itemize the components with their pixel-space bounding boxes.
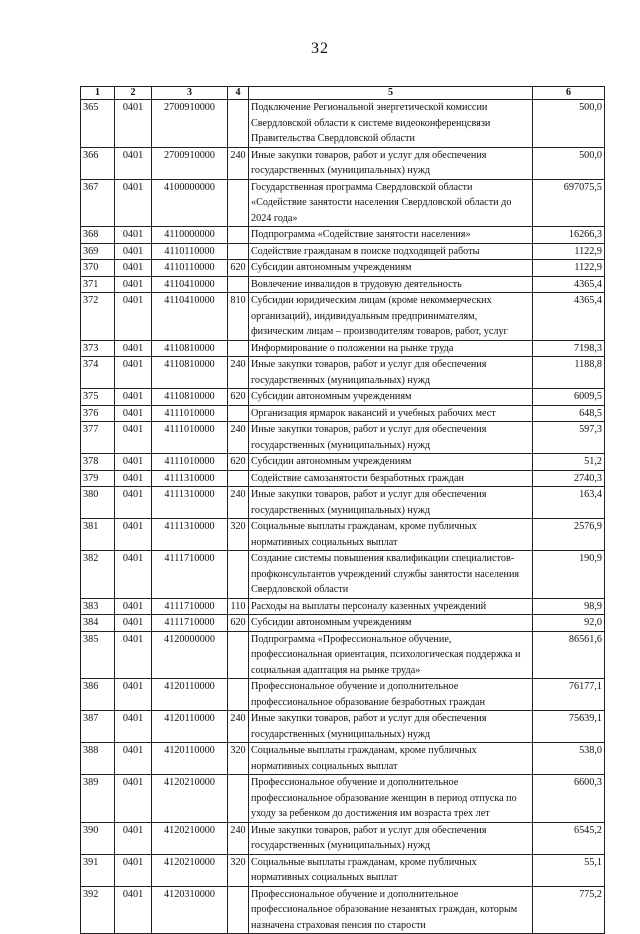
expense-name: Субсидии автономным учреждениям bbox=[249, 389, 533, 406]
expense-type-code bbox=[228, 179, 249, 227]
table-row bbox=[81, 260, 605, 277]
amount: 2740,3 bbox=[533, 470, 605, 487]
expense-name: Субсидии автономным учреждениям bbox=[249, 454, 533, 471]
expense-name: Социальные выплаты гражданам, кроме публичных нормативных социальных выплат bbox=[249, 854, 533, 886]
expense-type-code bbox=[228, 886, 249, 934]
row-number: 391 bbox=[81, 854, 115, 886]
section-code: 0401 bbox=[115, 822, 152, 854]
expense-name: Социальные выплаты гражданам, кроме публичных нормативных социальных выплат bbox=[249, 743, 533, 775]
target-article-code: 4111710000 bbox=[152, 615, 228, 632]
table-row bbox=[81, 470, 605, 487]
expense-type-code bbox=[228, 276, 249, 293]
target-article-code: 4110110000 bbox=[152, 243, 228, 260]
expense-name: Иные закупки товаров, работ и услуг для обеспечения государственных (муниципальных) нужд bbox=[249, 487, 533, 519]
table-row bbox=[81, 679, 605, 711]
target-article-code: 4111710000 bbox=[152, 551, 228, 599]
expense-name: Иные закупки товаров, работ и услуг для обеспечения государственных (муниципальных) нужд bbox=[249, 711, 533, 743]
section-code: 0401 bbox=[115, 293, 152, 341]
amount: 86561,6 bbox=[533, 631, 605, 679]
row-number: 365 bbox=[81, 100, 115, 148]
table-row bbox=[81, 775, 605, 823]
table-row bbox=[81, 100, 605, 148]
header-col-5: 5 bbox=[249, 87, 533, 100]
expense-type-code: 240 bbox=[228, 357, 249, 389]
amount: 4365,4 bbox=[533, 293, 605, 341]
amount: 2576,9 bbox=[533, 519, 605, 551]
expense-name: Подключение Региональной энергетической комиссии Свердловской области к системе видеоконференцсвязи Правительства Свердловской области bbox=[249, 100, 533, 148]
target-article-code: 4110410000 bbox=[152, 276, 228, 293]
row-number: 366 bbox=[81, 147, 115, 179]
table-row bbox=[81, 405, 605, 422]
amount: 1122,9 bbox=[533, 243, 605, 260]
section-code: 0401 bbox=[115, 711, 152, 743]
header-col-1: 1 bbox=[81, 87, 115, 100]
section-code: 0401 bbox=[115, 405, 152, 422]
amount: 1122,9 bbox=[533, 260, 605, 277]
amount: 163,4 bbox=[533, 487, 605, 519]
table-row bbox=[81, 711, 605, 743]
section-code: 0401 bbox=[115, 551, 152, 599]
row-number: 382 bbox=[81, 551, 115, 599]
section-code: 0401 bbox=[115, 775, 152, 823]
amount: 76177,1 bbox=[533, 679, 605, 711]
header-col-2: 2 bbox=[115, 87, 152, 100]
target-article-code: 4120210000 bbox=[152, 854, 228, 886]
table-row bbox=[81, 147, 605, 179]
amount: 6009,5 bbox=[533, 389, 605, 406]
table-row bbox=[81, 551, 605, 599]
table-row bbox=[81, 340, 605, 357]
row-number: 374 bbox=[81, 357, 115, 389]
table-row bbox=[81, 293, 605, 341]
expense-name: Субсидии юридическим лицам (кроме некоммерческих организаций), индивидуальным предпринимателям, физическим лицам – производителям товаров, работ, услуг bbox=[249, 293, 533, 341]
row-number: 369 bbox=[81, 243, 115, 260]
target-article-code: 4110810000 bbox=[152, 340, 228, 357]
row-number: 371 bbox=[81, 276, 115, 293]
expense-type-code bbox=[228, 405, 249, 422]
row-number: 370 bbox=[81, 260, 115, 277]
expense-type-code: 240 bbox=[228, 487, 249, 519]
expense-type-code bbox=[228, 227, 249, 244]
header-col-3: 3 bbox=[152, 87, 228, 100]
target-article-code: 4120310000 bbox=[152, 886, 228, 934]
expense-type-code bbox=[228, 340, 249, 357]
row-number: 384 bbox=[81, 615, 115, 632]
table-row bbox=[81, 854, 605, 886]
expense-type-code bbox=[228, 243, 249, 260]
table-row bbox=[81, 276, 605, 293]
target-article-code: 4120110000 bbox=[152, 743, 228, 775]
expense-type-code bbox=[228, 100, 249, 148]
section-code: 0401 bbox=[115, 422, 152, 454]
amount: 597,3 bbox=[533, 422, 605, 454]
header-col-4: 4 bbox=[228, 87, 249, 100]
section-code: 0401 bbox=[115, 487, 152, 519]
amount: 98,9 bbox=[533, 598, 605, 615]
table-row bbox=[81, 631, 605, 679]
section-code: 0401 bbox=[115, 389, 152, 406]
expense-type-code: 620 bbox=[228, 260, 249, 277]
page-number: 32 bbox=[311, 40, 329, 57]
amount: 648,5 bbox=[533, 405, 605, 422]
expense-name: Субсидии автономным учреждениям bbox=[249, 260, 533, 277]
expense-type-code: 240 bbox=[228, 711, 249, 743]
amount: 190,9 bbox=[533, 551, 605, 599]
target-article-code: 4111710000 bbox=[152, 598, 228, 615]
section-code: 0401 bbox=[115, 743, 152, 775]
row-number: 381 bbox=[81, 519, 115, 551]
target-article-code: 4110000000 bbox=[152, 227, 228, 244]
expense-name: Профессиональное обучение и дополнительное профессиональное образование безработных граждан bbox=[249, 679, 533, 711]
expense-name: Иные закупки товаров, работ и услуг для обеспечения государственных (муниципальных) нужд bbox=[249, 357, 533, 389]
row-number: 368 bbox=[81, 227, 115, 244]
expense-name: Информирование о положении на рынке труда bbox=[249, 340, 533, 357]
section-code: 0401 bbox=[115, 276, 152, 293]
target-article-code: 4120210000 bbox=[152, 775, 228, 823]
amount: 775,2 bbox=[533, 886, 605, 934]
target-article-code: 4110810000 bbox=[152, 389, 228, 406]
table-row bbox=[81, 389, 605, 406]
section-code: 0401 bbox=[115, 260, 152, 277]
table-row bbox=[81, 615, 605, 632]
table-row bbox=[81, 487, 605, 519]
section-code: 0401 bbox=[115, 470, 152, 487]
section-code: 0401 bbox=[115, 519, 152, 551]
expense-name: Профессиональное обучение и дополнительное профессиональное образование незанятых граждан, которым назначена страховая пенсия по старости bbox=[249, 886, 533, 934]
target-article-code: 4100000000 bbox=[152, 179, 228, 227]
amount: 92,0 bbox=[533, 615, 605, 632]
section-code: 0401 bbox=[115, 147, 152, 179]
target-article-code: 4111010000 bbox=[152, 405, 228, 422]
table-row bbox=[81, 179, 605, 227]
table-row bbox=[81, 886, 605, 934]
row-number: 367 bbox=[81, 179, 115, 227]
row-number: 375 bbox=[81, 389, 115, 406]
target-article-code: 4111010000 bbox=[152, 422, 228, 454]
row-number: 373 bbox=[81, 340, 115, 357]
amount: 500,0 bbox=[533, 147, 605, 179]
table-row bbox=[81, 598, 605, 615]
header-row bbox=[81, 87, 605, 100]
target-article-code: 4111010000 bbox=[152, 454, 228, 471]
section-code: 0401 bbox=[115, 357, 152, 389]
target-article-code: 4111310000 bbox=[152, 470, 228, 487]
target-article-code: 4111310000 bbox=[152, 519, 228, 551]
table-row bbox=[81, 357, 605, 389]
table-row bbox=[81, 454, 605, 471]
target-article-code: 4110810000 bbox=[152, 357, 228, 389]
expense-name: Создание системы повышения квалификации специалистов-профконсультантов учреждений службы занятости населения Свердловской области bbox=[249, 551, 533, 599]
row-number: 385 bbox=[81, 631, 115, 679]
target-article-code: 4120110000 bbox=[152, 679, 228, 711]
header-col-6: 6 bbox=[533, 87, 605, 100]
target-article-code: 4120000000 bbox=[152, 631, 228, 679]
target-article-code: 4110110000 bbox=[152, 260, 228, 277]
section-code: 0401 bbox=[115, 854, 152, 886]
expense-name: Государственная программа Свердловской области «Содействие занятости населения Свердловской области до 2024 года» bbox=[249, 179, 533, 227]
expense-name: Иные закупки товаров, работ и услуг для обеспечения государственных (муниципальных) нужд bbox=[249, 422, 533, 454]
row-number: 389 bbox=[81, 775, 115, 823]
target-article-code: 4111310000 bbox=[152, 487, 228, 519]
expense-name: Субсидии автономным учреждениям bbox=[249, 615, 533, 632]
section-code: 0401 bbox=[115, 679, 152, 711]
amount: 55,1 bbox=[533, 854, 605, 886]
expense-name: Социальные выплаты гражданам, кроме публичных нормативных социальных выплат bbox=[249, 519, 533, 551]
expense-name: Организация ярмарок вакансий и учебных рабочих мест bbox=[249, 405, 533, 422]
expense-name: Подпрограмма «Содействие занятости населения» bbox=[249, 227, 533, 244]
row-number: 387 bbox=[81, 711, 115, 743]
expense-type-code bbox=[228, 551, 249, 599]
expense-type-code bbox=[228, 470, 249, 487]
amount: 6545,2 bbox=[533, 822, 605, 854]
section-code: 0401 bbox=[115, 227, 152, 244]
target-article-code: 4120210000 bbox=[152, 822, 228, 854]
amount: 697075,5 bbox=[533, 179, 605, 227]
target-article-code: 4110410000 bbox=[152, 293, 228, 341]
section-code: 0401 bbox=[115, 615, 152, 632]
amount: 4365,4 bbox=[533, 276, 605, 293]
table-row bbox=[81, 519, 605, 551]
row-number: 388 bbox=[81, 743, 115, 775]
table-row bbox=[81, 227, 605, 244]
expense-name: Вовлечение инвалидов в трудовую деятельность bbox=[249, 276, 533, 293]
expense-name: Подпрограмма «Профессиональное обучение, профессиональная ориентация, психологическая поддержка и социальная адаптация на рынке труда» bbox=[249, 631, 533, 679]
expense-type-code: 620 bbox=[228, 389, 249, 406]
expense-type-code: 810 bbox=[228, 293, 249, 341]
amount: 75639,1 bbox=[533, 711, 605, 743]
expense-type-code: 320 bbox=[228, 743, 249, 775]
expense-name: Иные закупки товаров, работ и услуг для обеспечения государственных (муниципальных) нужд bbox=[249, 147, 533, 179]
section-code: 0401 bbox=[115, 598, 152, 615]
amount: 1188,8 bbox=[533, 357, 605, 389]
amount: 6600,3 bbox=[533, 775, 605, 823]
expense-type-code: 620 bbox=[228, 615, 249, 632]
row-number: 390 bbox=[81, 822, 115, 854]
row-number: 372 bbox=[81, 293, 115, 341]
expense-type-code: 110 bbox=[228, 598, 249, 615]
row-number: 379 bbox=[81, 470, 115, 487]
amount: 500,0 bbox=[533, 100, 605, 148]
table-row bbox=[81, 243, 605, 260]
section-code: 0401 bbox=[115, 100, 152, 148]
section-code: 0401 bbox=[115, 631, 152, 679]
expense-name: Профессиональное обучение и дополнительное профессиональное образование женщин в период отпуска по уходу за ребенком до достижения им возраста трех лет bbox=[249, 775, 533, 823]
expense-name: Содействие гражданам в поиске подходящей работы bbox=[249, 243, 533, 260]
amount: 16266,3 bbox=[533, 227, 605, 244]
expense-type-code: 320 bbox=[228, 519, 249, 551]
section-code: 0401 bbox=[115, 243, 152, 260]
section-code: 0401 bbox=[115, 340, 152, 357]
target-article-code: 2700910000 bbox=[152, 100, 228, 148]
expense-type-code bbox=[228, 775, 249, 823]
amount: 51,2 bbox=[533, 454, 605, 471]
section-code: 0401 bbox=[115, 886, 152, 934]
budget-table bbox=[80, 86, 605, 934]
row-number: 380 bbox=[81, 487, 115, 519]
section-code: 0401 bbox=[115, 179, 152, 227]
amount: 7198,3 bbox=[533, 340, 605, 357]
expense-type-code bbox=[228, 631, 249, 679]
expense-type-code bbox=[228, 679, 249, 711]
row-number: 386 bbox=[81, 679, 115, 711]
row-number: 392 bbox=[81, 886, 115, 934]
amount: 538,0 bbox=[533, 743, 605, 775]
row-number: 383 bbox=[81, 598, 115, 615]
table-row bbox=[81, 422, 605, 454]
row-number: 378 bbox=[81, 454, 115, 471]
table-row bbox=[81, 743, 605, 775]
target-article-code: 2700910000 bbox=[152, 147, 228, 179]
expense-type-code: 240 bbox=[228, 147, 249, 179]
expense-type-code: 240 bbox=[228, 422, 249, 454]
expense-name: Расходы на выплаты персоналу казенных учреждений bbox=[249, 598, 533, 615]
expense-type-code: 320 bbox=[228, 854, 249, 886]
section-code: 0401 bbox=[115, 454, 152, 471]
expense-type-code: 620 bbox=[228, 454, 249, 471]
target-article-code: 4120110000 bbox=[152, 711, 228, 743]
table-row bbox=[81, 822, 605, 854]
expense-name: Содействие самозанятости безработных граждан bbox=[249, 470, 533, 487]
expense-type-code: 240 bbox=[228, 822, 249, 854]
row-number: 377 bbox=[81, 422, 115, 454]
row-number: 376 bbox=[81, 405, 115, 422]
expense-name: Иные закупки товаров, работ и услуг для обеспечения государственных (муниципальных) нужд bbox=[249, 822, 533, 854]
